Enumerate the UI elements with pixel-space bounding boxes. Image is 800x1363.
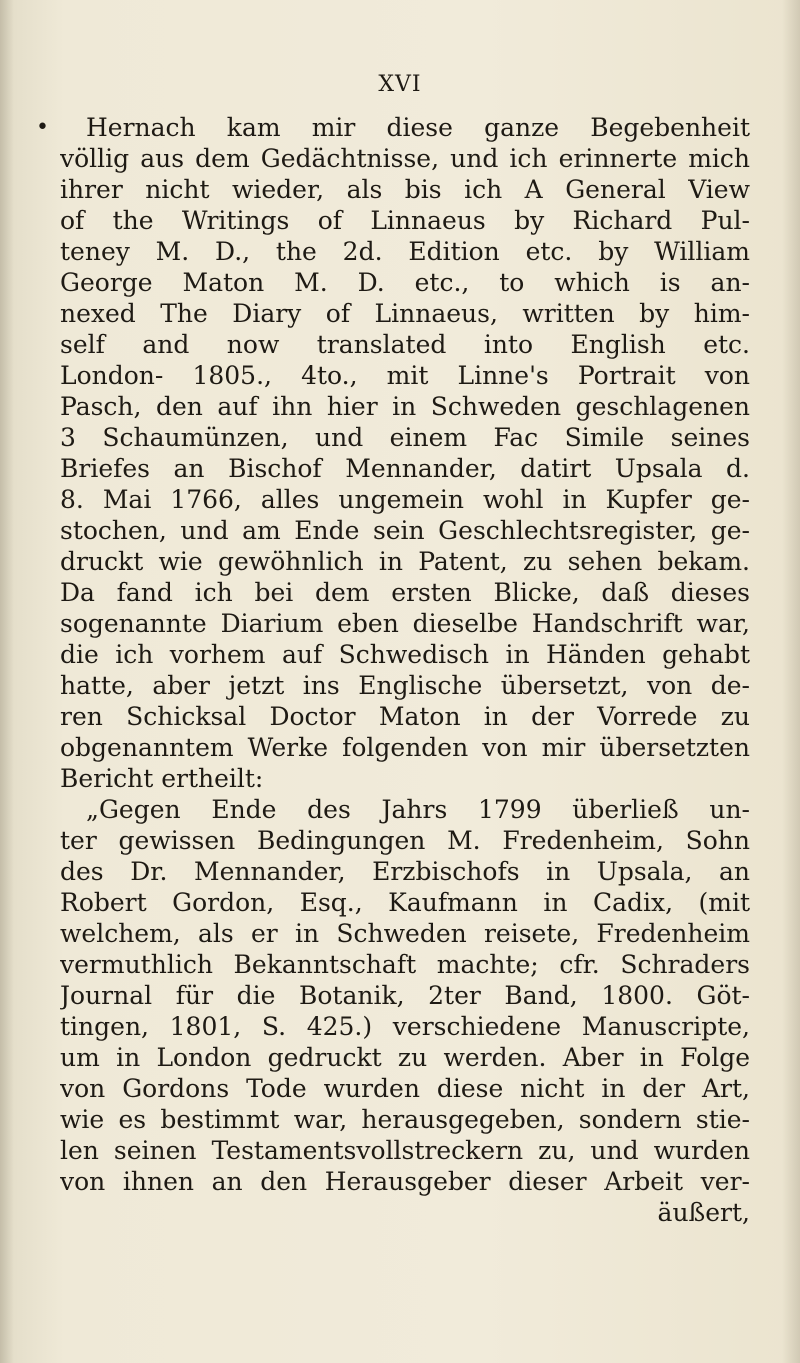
quote-line: von Gordons Tode wurden diese nicht in der Art, [60, 1074, 750, 1103]
text-line: Da fand ich bei dem ersten Blicke, daß dieses [60, 578, 750, 607]
text-line: of the Writings of Linnaeus by Richard Pul- [60, 206, 750, 235]
text-line: ren Schicksal Doctor Maton in der Vorrede zu [60, 702, 750, 731]
text-line: die ich vorhem auf Schwedisch in Händen gehabt [60, 640, 750, 669]
quote-line: äußert, [657, 1198, 750, 1227]
quote-line: um in London gedruckt zu werden. Aber in Folge [60, 1043, 750, 1072]
page-number: XVI [378, 72, 422, 97]
bullet-mark: • [36, 115, 49, 140]
page-edge-shadow [782, 0, 800, 1363]
text-line: Pasch, den auf ihn hier in Schweden geschlagenen [60, 392, 750, 421]
text-line: obgenanntem Werke folgenden von mir übersetzten [60, 733, 750, 762]
text-line: Bericht ertheilt: [60, 764, 264, 793]
text-line: 3 Schaumünzen, und einem Fac Simile seines [60, 423, 750, 452]
text-line: nexed The Diary of Linnaeus, written by him- [60, 299, 750, 328]
text-line: 8. Mai 1766, alles ungemein wohl in Kupfer ge- [60, 485, 750, 514]
quote-line: „Gegen Ende des Jahrs 1799 überließ un- [86, 795, 750, 824]
quote-line: von ihnen an den Herausgeber dieser Arbeit ver- [60, 1167, 750, 1196]
quote-line: ter gewissen Bedingungen M. Fredenheim, Sohn [60, 826, 750, 855]
quote-line: des Dr. Mennander, Erzbischofs in Upsala, an [60, 857, 750, 886]
text-line: ihrer nicht wieder, als bis ich A General View [60, 175, 750, 204]
text-line: Briefes an Bischof Mennander, datirt Upsala d. [60, 454, 750, 483]
quote-line: Journal für die Botanik, 2ter Band, 1800. Göt- [60, 981, 750, 1010]
text-line: hatte, aber jetzt ins Englische übersetzt, von de- [60, 671, 750, 700]
text-line: druckt wie gewöhnlich in Patent, zu sehen bekam. [60, 547, 750, 576]
text-line: London- 1805., 4to., mit Linne's Portrait von [60, 361, 750, 390]
quote-line: tingen, 1801, S. 425.) verschiedene Manuscripte, [60, 1012, 750, 1041]
text-line: George Maton M. D. etc., to which is an- [60, 268, 750, 297]
body-text [60, 112, 750, 1228]
page-gutter-shadow [0, 0, 14, 1363]
text-line: völlig aus dem Gedächtnisse, und ich erinnerte mich [60, 144, 750, 173]
quote-line: len seinen Testamentsvollstreckern zu, und wurden [60, 1136, 750, 1165]
quote-line: Robert Gordon, Esq., Kaufmann in Cadix, (mit [60, 888, 750, 917]
quote-line: wie es bestimmt war, herausgegeben, sondern stie- [60, 1105, 750, 1134]
quote-line: vermuthlich Bekanntschaft machte; cfr. Schraders [60, 950, 750, 979]
text-line: sogenannte Diarium eben dieselbe Handschrift war, [60, 609, 750, 638]
quote-line: welchem, als er in Schweden reisete, Fredenheim [60, 919, 750, 948]
text-line: teney M. D., the 2d. Edition etc. by William [60, 237, 750, 266]
text-line: Hernach kam mir diese ganze Begebenheit [86, 113, 750, 142]
text-line: stochen, und am Ende sein Geschlechtsregister, ge- [60, 516, 750, 545]
text-line: self and now translated into English etc. [60, 330, 750, 359]
